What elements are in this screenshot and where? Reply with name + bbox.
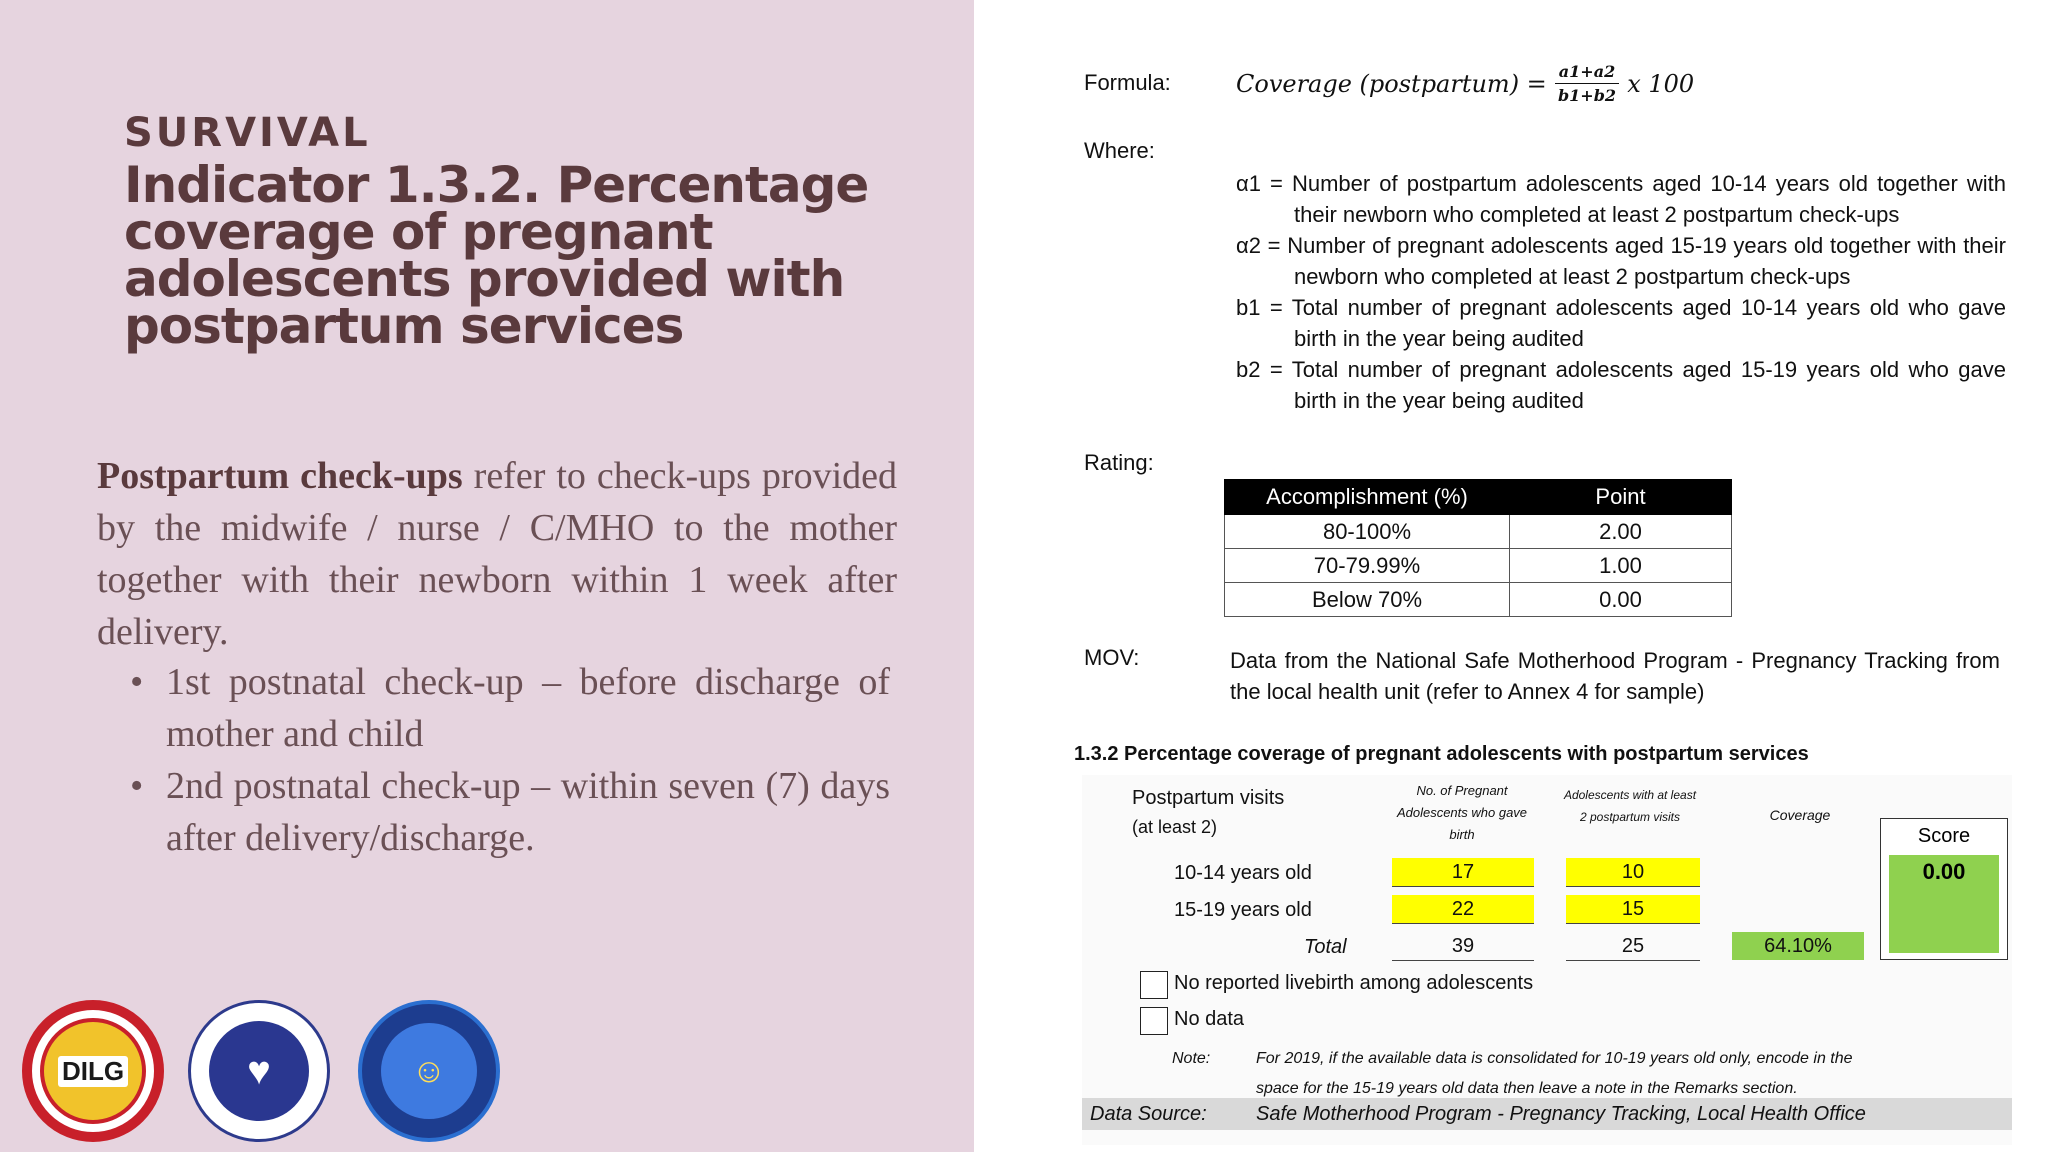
formula-rhs: x 100	[1627, 69, 1695, 98]
definition-term: Postpartum check-ups	[97, 455, 463, 497]
no-data-checkbox[interactable]	[1140, 1007, 1168, 1035]
child-friendly-governance-seal-logo	[358, 1000, 500, 1142]
no-livebirth-label: No reported livebirth among adolescents	[1174, 972, 1534, 994]
table-cell: 70-79.99%	[1225, 549, 1510, 583]
variable-definitions	[1236, 168, 2006, 416]
no-data-label: No data	[1174, 1008, 1245, 1030]
left-panel	[0, 0, 974, 1152]
definition-b2: b2 = Total number of pregnant adolescents aged 15-19 years old who gave birth in the year being audited	[1236, 357, 2006, 413]
row-label: 10-14 years old	[1174, 862, 1312, 884]
definition-a1: α1 = Number of postpartum adolescents aged 10-14 years old together with their newborn who completed at least 2 postpartum check-ups	[1236, 171, 2006, 227]
indicator-title: Indicator 1.3.2. Percentage coverage of pregnant adolescents provided with postpartum services	[124, 156, 869, 355]
score-value: 0.00	[1889, 855, 1999, 953]
visits-15-19-input[interactable]: 15	[1566, 895, 1700, 924]
score-box	[1880, 818, 2008, 960]
data-source-value: Safe Motherhood Program - Pregnancy Tracking, Local Health Office	[1256, 1103, 1866, 1125]
formula-denominator: b1+b2	[1557, 86, 1617, 105]
formula-label: Formula:	[1084, 70, 1171, 95]
total-visits-value: 25	[1566, 932, 1700, 961]
formula-numerator: a1+a2	[1555, 62, 1619, 84]
dilg-logo	[22, 1000, 164, 1142]
visits-column-header: Adolescents with at least 2 postpartum visits	[1563, 788, 1697, 824]
where-label: Where:	[1084, 138, 1155, 163]
dilg-logo-text: DILG	[58, 1056, 128, 1087]
seal-faces-icon: ☺	[381, 1023, 477, 1119]
rating-label: Rating:	[1084, 450, 1154, 475]
checkup-list	[130, 656, 890, 864]
section-label: SURVIVAL	[124, 110, 371, 156]
column-header: Point	[1510, 480, 1732, 515]
list-item: • 1st postnatal check-up – before discharge of mother and child	[130, 656, 890, 760]
column-header: Accomplishment (%)	[1225, 480, 1510, 515]
births-15-19-input[interactable]: 22	[1392, 895, 1534, 924]
table-cell: 2.00	[1510, 515, 1732, 549]
definition-text	[97, 450, 897, 658]
score-label: Score	[1917, 825, 1971, 847]
form-title: 1.3.2 Percentage coverage of pregnant adolescents with postpartum services	[1074, 743, 1809, 765]
table-row	[1225, 583, 1732, 617]
definition-b1: b1 = Total number of pregnant adolescents aged 10-14 years old who gave birth in the year being audited	[1236, 295, 2006, 351]
mov-text: Data from the National Safe Motherhood Program - Pregnancy Tracking from the local health unit (refer to Annex 4 for sample)	[1230, 648, 2000, 704]
table-cell: Below 70%	[1225, 583, 1510, 617]
no-livebirth-checkbox[interactable]	[1140, 971, 1168, 999]
row-label-subheading: (at least 2)	[1132, 817, 1218, 837]
row-label: 15-19 years old	[1174, 899, 1312, 921]
table-cell: 80-100%	[1225, 515, 1510, 549]
births-10-14-input[interactable]: 17	[1392, 858, 1534, 887]
children-icon: ♥	[209, 1021, 309, 1121]
cwc-seal-logo	[188, 1000, 330, 1142]
table-cell: 1.00	[1510, 549, 1732, 583]
table-row	[1225, 549, 1732, 583]
table-header-row	[1225, 480, 1732, 515]
rating-table	[1224, 479, 1732, 617]
coverage-value: 64.10%	[1732, 932, 1864, 960]
data-source-bar	[1082, 1098, 2012, 1130]
note-label: Note:	[1172, 1050, 1211, 1067]
formula-lhs: Coverage (postpartum) =	[1236, 69, 1547, 98]
table-row	[1225, 515, 1732, 549]
births-column-header: No. of Pregnant Adolescents who gave birth	[1396, 783, 1528, 842]
row-label-heading: Postpartum visits	[1132, 787, 1285, 809]
table-cell: 0.00	[1510, 583, 1732, 617]
total-label: Total	[1304, 936, 1347, 958]
data-source-label: Data Source:	[1090, 1103, 1207, 1125]
list-item: • 2nd postnatal check-up – within seven (7) days after delivery/discharge.	[130, 760, 890, 864]
total-births-value: 39	[1392, 932, 1534, 961]
coverage-formula	[1236, 62, 1694, 105]
coverage-column-header: Coverage	[1769, 807, 1831, 823]
note-line: space for the 15-19 years old data then leave a note in the Remarks section.	[1256, 1080, 1798, 1097]
definition-a2: α2 = Number of pregnant adolescents aged 15-19 years old together with their newborn who completed at least 2 postpartum check-ups	[1236, 233, 2006, 289]
formula-fraction	[1555, 62, 1619, 105]
definition-body: refer to check-ups provided by the midwife / nurse / C/MHO to the mother together with their newborn within 1 week after delivery.	[97, 455, 897, 653]
note-line: For 2019, if the available data is consolidated for 10-19 years old only, encode in the	[1256, 1050, 1853, 1067]
visits-10-14-input[interactable]: 10	[1566, 858, 1700, 887]
mov-label: MOV:	[1084, 645, 1140, 670]
